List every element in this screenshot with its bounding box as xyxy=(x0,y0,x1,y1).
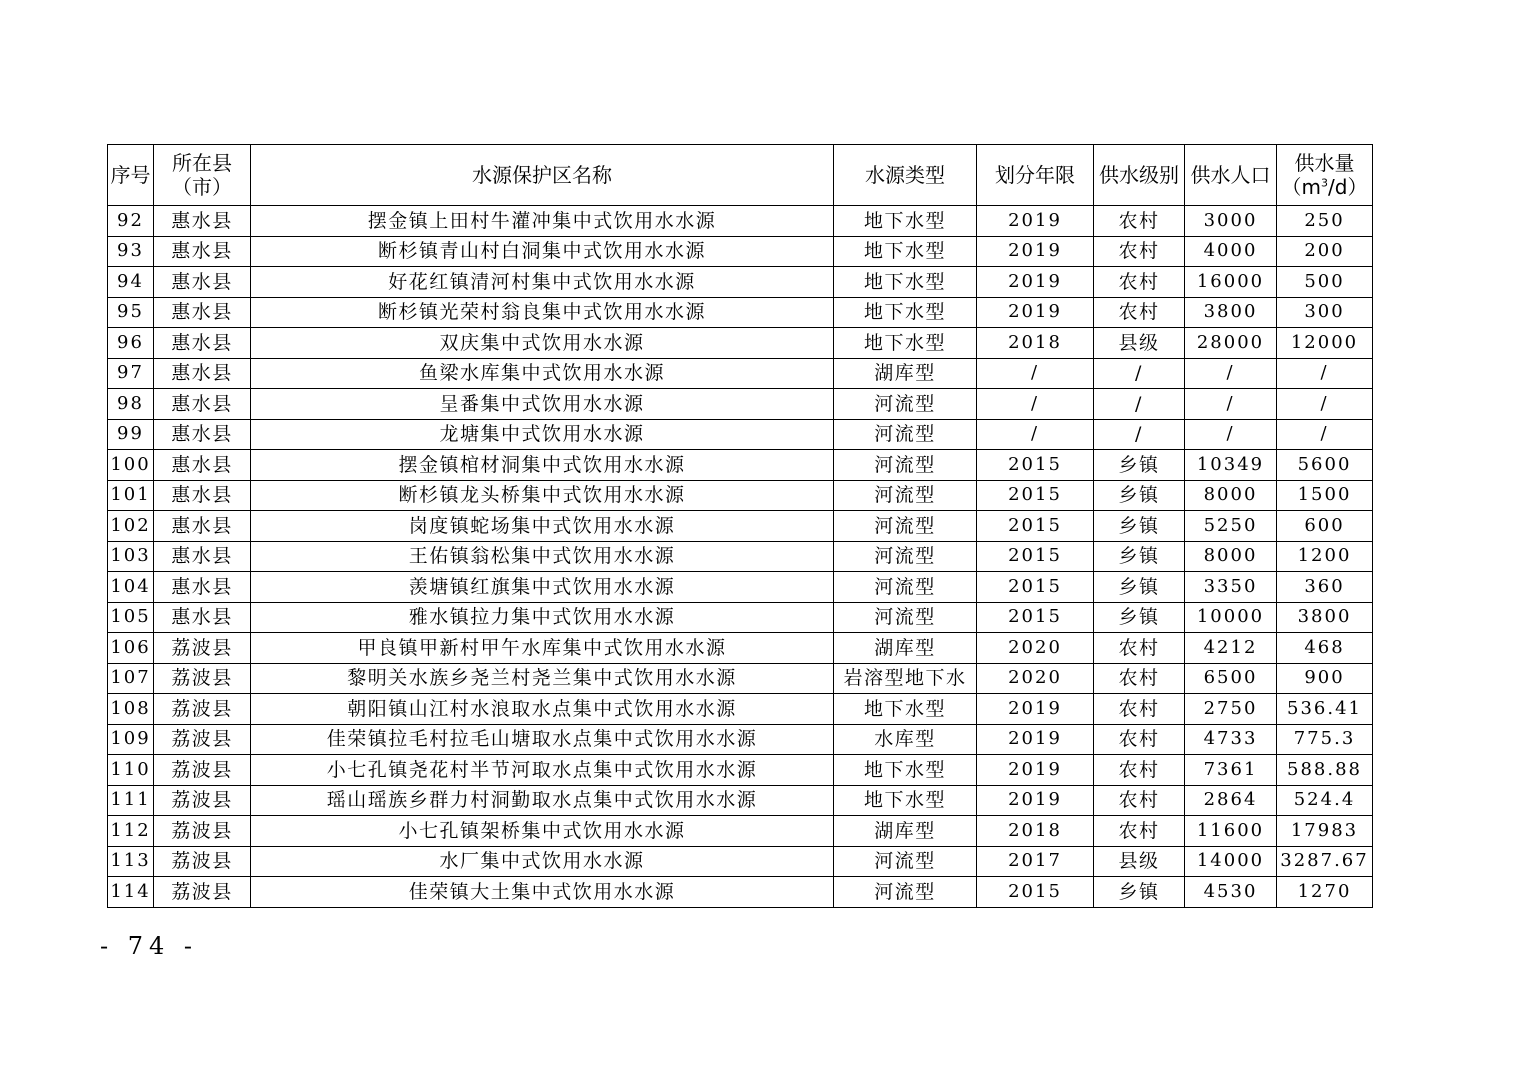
cell-year: 2019 xyxy=(977,694,1094,725)
cell-level: 农村 xyxy=(1094,297,1185,328)
cell-name: 雅水镇拉力集中式饮用水水源 xyxy=(251,602,834,633)
cell-population: / xyxy=(1185,389,1277,420)
cell-year: 2019 xyxy=(977,724,1094,755)
cell-level: 农村 xyxy=(1094,633,1185,664)
cell-volume: 536.41 xyxy=(1277,694,1373,725)
table-row xyxy=(108,663,1373,694)
cell-population: 4530 xyxy=(1185,877,1277,908)
cell-population: 2750 xyxy=(1185,694,1277,725)
cell-volume: 588.88 xyxy=(1277,755,1373,786)
header-index-text: 序号 xyxy=(110,163,151,187)
cell-type: 湖库型 xyxy=(834,816,977,847)
cell-index: 106 xyxy=(108,633,154,664)
table-row xyxy=(108,419,1373,450)
cell-volume: 300 xyxy=(1277,297,1373,328)
cell-year: 2019 xyxy=(977,267,1094,298)
cell-index: 96 xyxy=(108,328,154,359)
cell-index: 108 xyxy=(108,694,154,725)
cell-name: 小七孔镇尧花村半节河取水点集中式饮用水水源 xyxy=(251,755,834,786)
header-volume-unit-a: （m xyxy=(1281,175,1322,199)
table-row xyxy=(108,572,1373,603)
cell-year: 2015 xyxy=(977,450,1094,481)
cell-year: 2020 xyxy=(977,633,1094,664)
header-county xyxy=(154,145,251,206)
cell-type: 地下水型 xyxy=(834,206,977,237)
cell-volume: 3287.67 xyxy=(1277,846,1373,877)
cell-name: 佳荣镇大土集中式饮用水水源 xyxy=(251,877,834,908)
cell-county: 荔波县 xyxy=(154,633,251,664)
cell-year: 2019 xyxy=(977,236,1094,267)
table-row xyxy=(108,450,1373,481)
cell-year: 2019 xyxy=(977,297,1094,328)
table-row xyxy=(108,511,1373,542)
cell-year: 2015 xyxy=(977,480,1094,511)
cell-county: 惠水县 xyxy=(154,419,251,450)
table-row xyxy=(108,877,1373,908)
header-type xyxy=(834,145,977,206)
cell-population: 6500 xyxy=(1185,663,1277,694)
cell-level: 农村 xyxy=(1094,724,1185,755)
cell-type: 河流型 xyxy=(834,541,977,572)
cell-level: 县级 xyxy=(1094,846,1185,877)
cell-index: 104 xyxy=(108,572,154,603)
table-row xyxy=(108,785,1373,816)
cell-type: 河流型 xyxy=(834,602,977,633)
cell-index: 100 xyxy=(108,450,154,481)
cell-index: 94 xyxy=(108,267,154,298)
cell-volume: 775.3 xyxy=(1277,724,1373,755)
cell-county: 惠水县 xyxy=(154,572,251,603)
header-type-text: 水源类型 xyxy=(865,163,945,187)
cell-level: 农村 xyxy=(1094,267,1185,298)
cell-level: / xyxy=(1094,419,1185,450)
header-year-text: 划分年限 xyxy=(995,163,1075,187)
header-name xyxy=(251,145,834,206)
cell-name: 断杉镇光荣村翁良集中式饮用水水源 xyxy=(251,297,834,328)
cell-level: 乡镇 xyxy=(1094,572,1185,603)
cell-name: 龙塘集中式饮用水水源 xyxy=(251,419,834,450)
cell-type: 地下水型 xyxy=(834,236,977,267)
header-index xyxy=(108,145,154,206)
cell-index: 98 xyxy=(108,389,154,420)
cell-population: 11600 xyxy=(1185,816,1277,847)
cell-population: 10349 xyxy=(1185,450,1277,481)
cell-index: 101 xyxy=(108,480,154,511)
cell-name: 水厂集中式饮用水水源 xyxy=(251,846,834,877)
cell-name: 呈番集中式饮用水水源 xyxy=(251,389,834,420)
cell-population: 8000 xyxy=(1185,480,1277,511)
cell-name: 王佑镇翁松集中式饮用水水源 xyxy=(251,541,834,572)
cell-level: 乡镇 xyxy=(1094,602,1185,633)
cell-volume: 524.4 xyxy=(1277,785,1373,816)
table-body xyxy=(108,206,1373,908)
table-row xyxy=(108,755,1373,786)
cell-year: 2015 xyxy=(977,877,1094,908)
cell-type: 地下水型 xyxy=(834,694,977,725)
cell-volume: 468 xyxy=(1277,633,1373,664)
cell-year: 2018 xyxy=(977,328,1094,359)
header-county-line1: 所在县 xyxy=(172,151,232,175)
cell-county: 惠水县 xyxy=(154,450,251,481)
cell-year: / xyxy=(977,358,1094,389)
table-row xyxy=(108,724,1373,755)
cell-population: 10000 xyxy=(1185,602,1277,633)
header-volume-unit-b: /d） xyxy=(1328,175,1368,199)
header-level-text: 供水级别 xyxy=(1099,163,1179,187)
cell-name: 鱼梁水库集中式饮用水水源 xyxy=(251,358,834,389)
cell-name: 断杉镇青山村白洞集中式饮用水水源 xyxy=(251,236,834,267)
cell-index: 103 xyxy=(108,541,154,572)
header-level xyxy=(1094,145,1185,206)
cell-county: 惠水县 xyxy=(154,480,251,511)
cell-volume: 360 xyxy=(1277,572,1373,603)
cell-name: 断杉镇龙头桥集中式饮用水水源 xyxy=(251,480,834,511)
cell-county: 惠水县 xyxy=(154,511,251,542)
water-source-table xyxy=(107,144,1373,908)
cell-population: 7361 xyxy=(1185,755,1277,786)
header-volume-unit xyxy=(1277,175,1372,199)
cell-volume: 1270 xyxy=(1277,877,1373,908)
table-row xyxy=(108,633,1373,664)
cell-index: 111 xyxy=(108,785,154,816)
header-population xyxy=(1185,145,1277,206)
cell-name: 摆金镇棺材洞集中式饮用水水源 xyxy=(251,450,834,481)
table-row xyxy=(108,846,1373,877)
cell-volume: 600 xyxy=(1277,511,1373,542)
cell-county: 荔波县 xyxy=(154,816,251,847)
cell-county: 惠水县 xyxy=(154,541,251,572)
cell-county: 荔波县 xyxy=(154,755,251,786)
cell-county: 惠水县 xyxy=(154,328,251,359)
header-county-line2: （市） xyxy=(172,175,232,199)
cell-type: 地下水型 xyxy=(834,267,977,298)
cell-volume: 5600 xyxy=(1277,450,1373,481)
cell-index: 99 xyxy=(108,419,154,450)
cell-volume: 17983 xyxy=(1277,816,1373,847)
cell-county: 荔波县 xyxy=(154,846,251,877)
cell-type: 地下水型 xyxy=(834,297,977,328)
cell-level: 农村 xyxy=(1094,785,1185,816)
cell-level: 农村 xyxy=(1094,206,1185,237)
cell-year: 2015 xyxy=(977,602,1094,633)
cell-population: 3800 xyxy=(1185,297,1277,328)
cell-population: 4212 xyxy=(1185,633,1277,664)
cell-index: 113 xyxy=(108,846,154,877)
cell-year: 2017 xyxy=(977,846,1094,877)
cell-name: 好花红镇清河村集中式饮用水水源 xyxy=(251,267,834,298)
cell-population: 4733 xyxy=(1185,724,1277,755)
cell-year: 2015 xyxy=(977,511,1094,542)
cell-name: 双庆集中式饮用水水源 xyxy=(251,328,834,359)
cell-name: 朝阳镇山江村水浪取水点集中式饮用水水源 xyxy=(251,694,834,725)
cell-county: 惠水县 xyxy=(154,602,251,633)
cell-population: / xyxy=(1185,419,1277,450)
cell-name: 瑶山瑶族乡群力村洞勤取水点集中式饮用水水源 xyxy=(251,785,834,816)
cell-name: 甲良镇甲新村甲午水库集中式饮用水水源 xyxy=(251,633,834,664)
cell-level: 农村 xyxy=(1094,694,1185,725)
table-row xyxy=(108,816,1373,847)
cell-year: 2019 xyxy=(977,785,1094,816)
table-row xyxy=(108,694,1373,725)
cell-population: 8000 xyxy=(1185,541,1277,572)
cell-county: 惠水县 xyxy=(154,267,251,298)
header-volume-line1: 供水量 xyxy=(1294,151,1355,175)
cell-volume: 900 xyxy=(1277,663,1373,694)
cell-level: 乡镇 xyxy=(1094,541,1185,572)
cell-index: 109 xyxy=(108,724,154,755)
cell-type: 河流型 xyxy=(834,480,977,511)
cell-level: 县级 xyxy=(1094,328,1185,359)
cell-name: 佳荣镇拉毛村拉毛山塘取水点集中式饮用水水源 xyxy=(251,724,834,755)
cell-year: 2020 xyxy=(977,663,1094,694)
header-volume xyxy=(1277,145,1373,206)
cell-volume: 12000 xyxy=(1277,328,1373,359)
cell-population: 14000 xyxy=(1185,846,1277,877)
cell-population: 2864 xyxy=(1185,785,1277,816)
cell-type: 河流型 xyxy=(834,572,977,603)
cell-level: 农村 xyxy=(1094,236,1185,267)
cell-level: 乡镇 xyxy=(1094,877,1185,908)
cell-county: 荔波县 xyxy=(154,724,251,755)
cell-population: 3350 xyxy=(1185,572,1277,603)
header-population-text: 供水人口 xyxy=(1190,163,1271,187)
cell-type: 河流型 xyxy=(834,511,977,542)
cell-year: / xyxy=(977,419,1094,450)
cell-type: 河流型 xyxy=(834,877,977,908)
cell-level: 乡镇 xyxy=(1094,450,1185,481)
table-row xyxy=(108,480,1373,511)
cell-volume: 1200 xyxy=(1277,541,1373,572)
table-row xyxy=(108,389,1373,420)
cell-year: 2018 xyxy=(977,816,1094,847)
cell-type: 地下水型 xyxy=(834,328,977,359)
cell-county: 惠水县 xyxy=(154,358,251,389)
cell-volume: 250 xyxy=(1277,206,1373,237)
cell-county: 荔波县 xyxy=(154,694,251,725)
cell-index: 93 xyxy=(108,236,154,267)
cell-volume: / xyxy=(1277,358,1373,389)
cell-volume: / xyxy=(1277,389,1373,420)
cell-volume: 500 xyxy=(1277,267,1373,298)
cell-name: 羡塘镇红旗集中式饮用水水源 xyxy=(251,572,834,603)
cell-year: 2015 xyxy=(977,572,1094,603)
cell-level: 农村 xyxy=(1094,755,1185,786)
cell-volume: 200 xyxy=(1277,236,1373,267)
cell-type: 河流型 xyxy=(834,846,977,877)
cell-level: 农村 xyxy=(1094,816,1185,847)
header-name-text: 水源保护区名称 xyxy=(472,163,612,187)
cell-index: 105 xyxy=(108,602,154,633)
cell-county: 惠水县 xyxy=(154,297,251,328)
cell-population: / xyxy=(1185,358,1277,389)
cell-county: 荔波县 xyxy=(154,877,251,908)
cell-index: 102 xyxy=(108,511,154,542)
header-year xyxy=(977,145,1094,206)
table-row xyxy=(108,297,1373,328)
cell-name: 黎明关水族乡尧兰村尧兰集中式饮用水水源 xyxy=(251,663,834,694)
cell-index: 110 xyxy=(108,755,154,786)
cell-type: 地下水型 xyxy=(834,755,977,786)
cell-volume: / xyxy=(1277,419,1373,450)
cell-name: 岗度镇蛇场集中式饮用水水源 xyxy=(251,511,834,542)
cell-population: 4000 xyxy=(1185,236,1277,267)
cell-index: 107 xyxy=(108,663,154,694)
cell-year: 2015 xyxy=(977,541,1094,572)
cell-level: / xyxy=(1094,358,1185,389)
table-row xyxy=(108,541,1373,572)
table-header xyxy=(108,145,1373,206)
table-row xyxy=(108,206,1373,237)
cell-population: 5250 xyxy=(1185,511,1277,542)
cell-type: 水库型 xyxy=(834,724,977,755)
cell-type: 河流型 xyxy=(834,389,977,420)
page-number: - 74 - xyxy=(100,932,199,960)
cell-index: 97 xyxy=(108,358,154,389)
cell-index: 112 xyxy=(108,816,154,847)
cell-county: 惠水县 xyxy=(154,206,251,237)
table-row xyxy=(108,358,1373,389)
table-row xyxy=(108,236,1373,267)
header-volume-unit-sup: 3 xyxy=(1321,176,1329,190)
table-row xyxy=(108,267,1373,298)
cell-level: 农村 xyxy=(1094,663,1185,694)
cell-type: 地下水型 xyxy=(834,785,977,816)
cell-type: 河流型 xyxy=(834,450,977,481)
cell-county: 惠水县 xyxy=(154,236,251,267)
cell-type: 岩溶型地下水 xyxy=(834,663,977,694)
cell-volume: 1500 xyxy=(1277,480,1373,511)
cell-type: 河流型 xyxy=(834,419,977,450)
cell-type: 湖库型 xyxy=(834,358,977,389)
cell-county: 惠水县 xyxy=(154,389,251,420)
header-row xyxy=(108,145,1373,206)
cell-index: 114 xyxy=(108,877,154,908)
cell-year: 2019 xyxy=(977,755,1094,786)
table-row xyxy=(108,602,1373,633)
cell-level: / xyxy=(1094,389,1185,420)
cell-county: 荔波县 xyxy=(154,663,251,694)
cell-name: 小七孔镇架桥集中式饮用水水源 xyxy=(251,816,834,847)
cell-year: 2019 xyxy=(977,206,1094,237)
cell-index: 92 xyxy=(108,206,154,237)
cell-population: 16000 xyxy=(1185,267,1277,298)
cell-population: 28000 xyxy=(1185,328,1277,359)
cell-population: 3000 xyxy=(1185,206,1277,237)
cell-volume: 3800 xyxy=(1277,602,1373,633)
cell-year: / xyxy=(977,389,1094,420)
cell-type: 湖库型 xyxy=(834,633,977,664)
table-row xyxy=(108,328,1373,359)
cell-county: 荔波县 xyxy=(154,785,251,816)
cell-level: 乡镇 xyxy=(1094,511,1185,542)
cell-index: 95 xyxy=(108,297,154,328)
cell-name: 摆金镇上田村牛灌冲集中式饮用水水源 xyxy=(251,206,834,237)
cell-level: 乡镇 xyxy=(1094,480,1185,511)
